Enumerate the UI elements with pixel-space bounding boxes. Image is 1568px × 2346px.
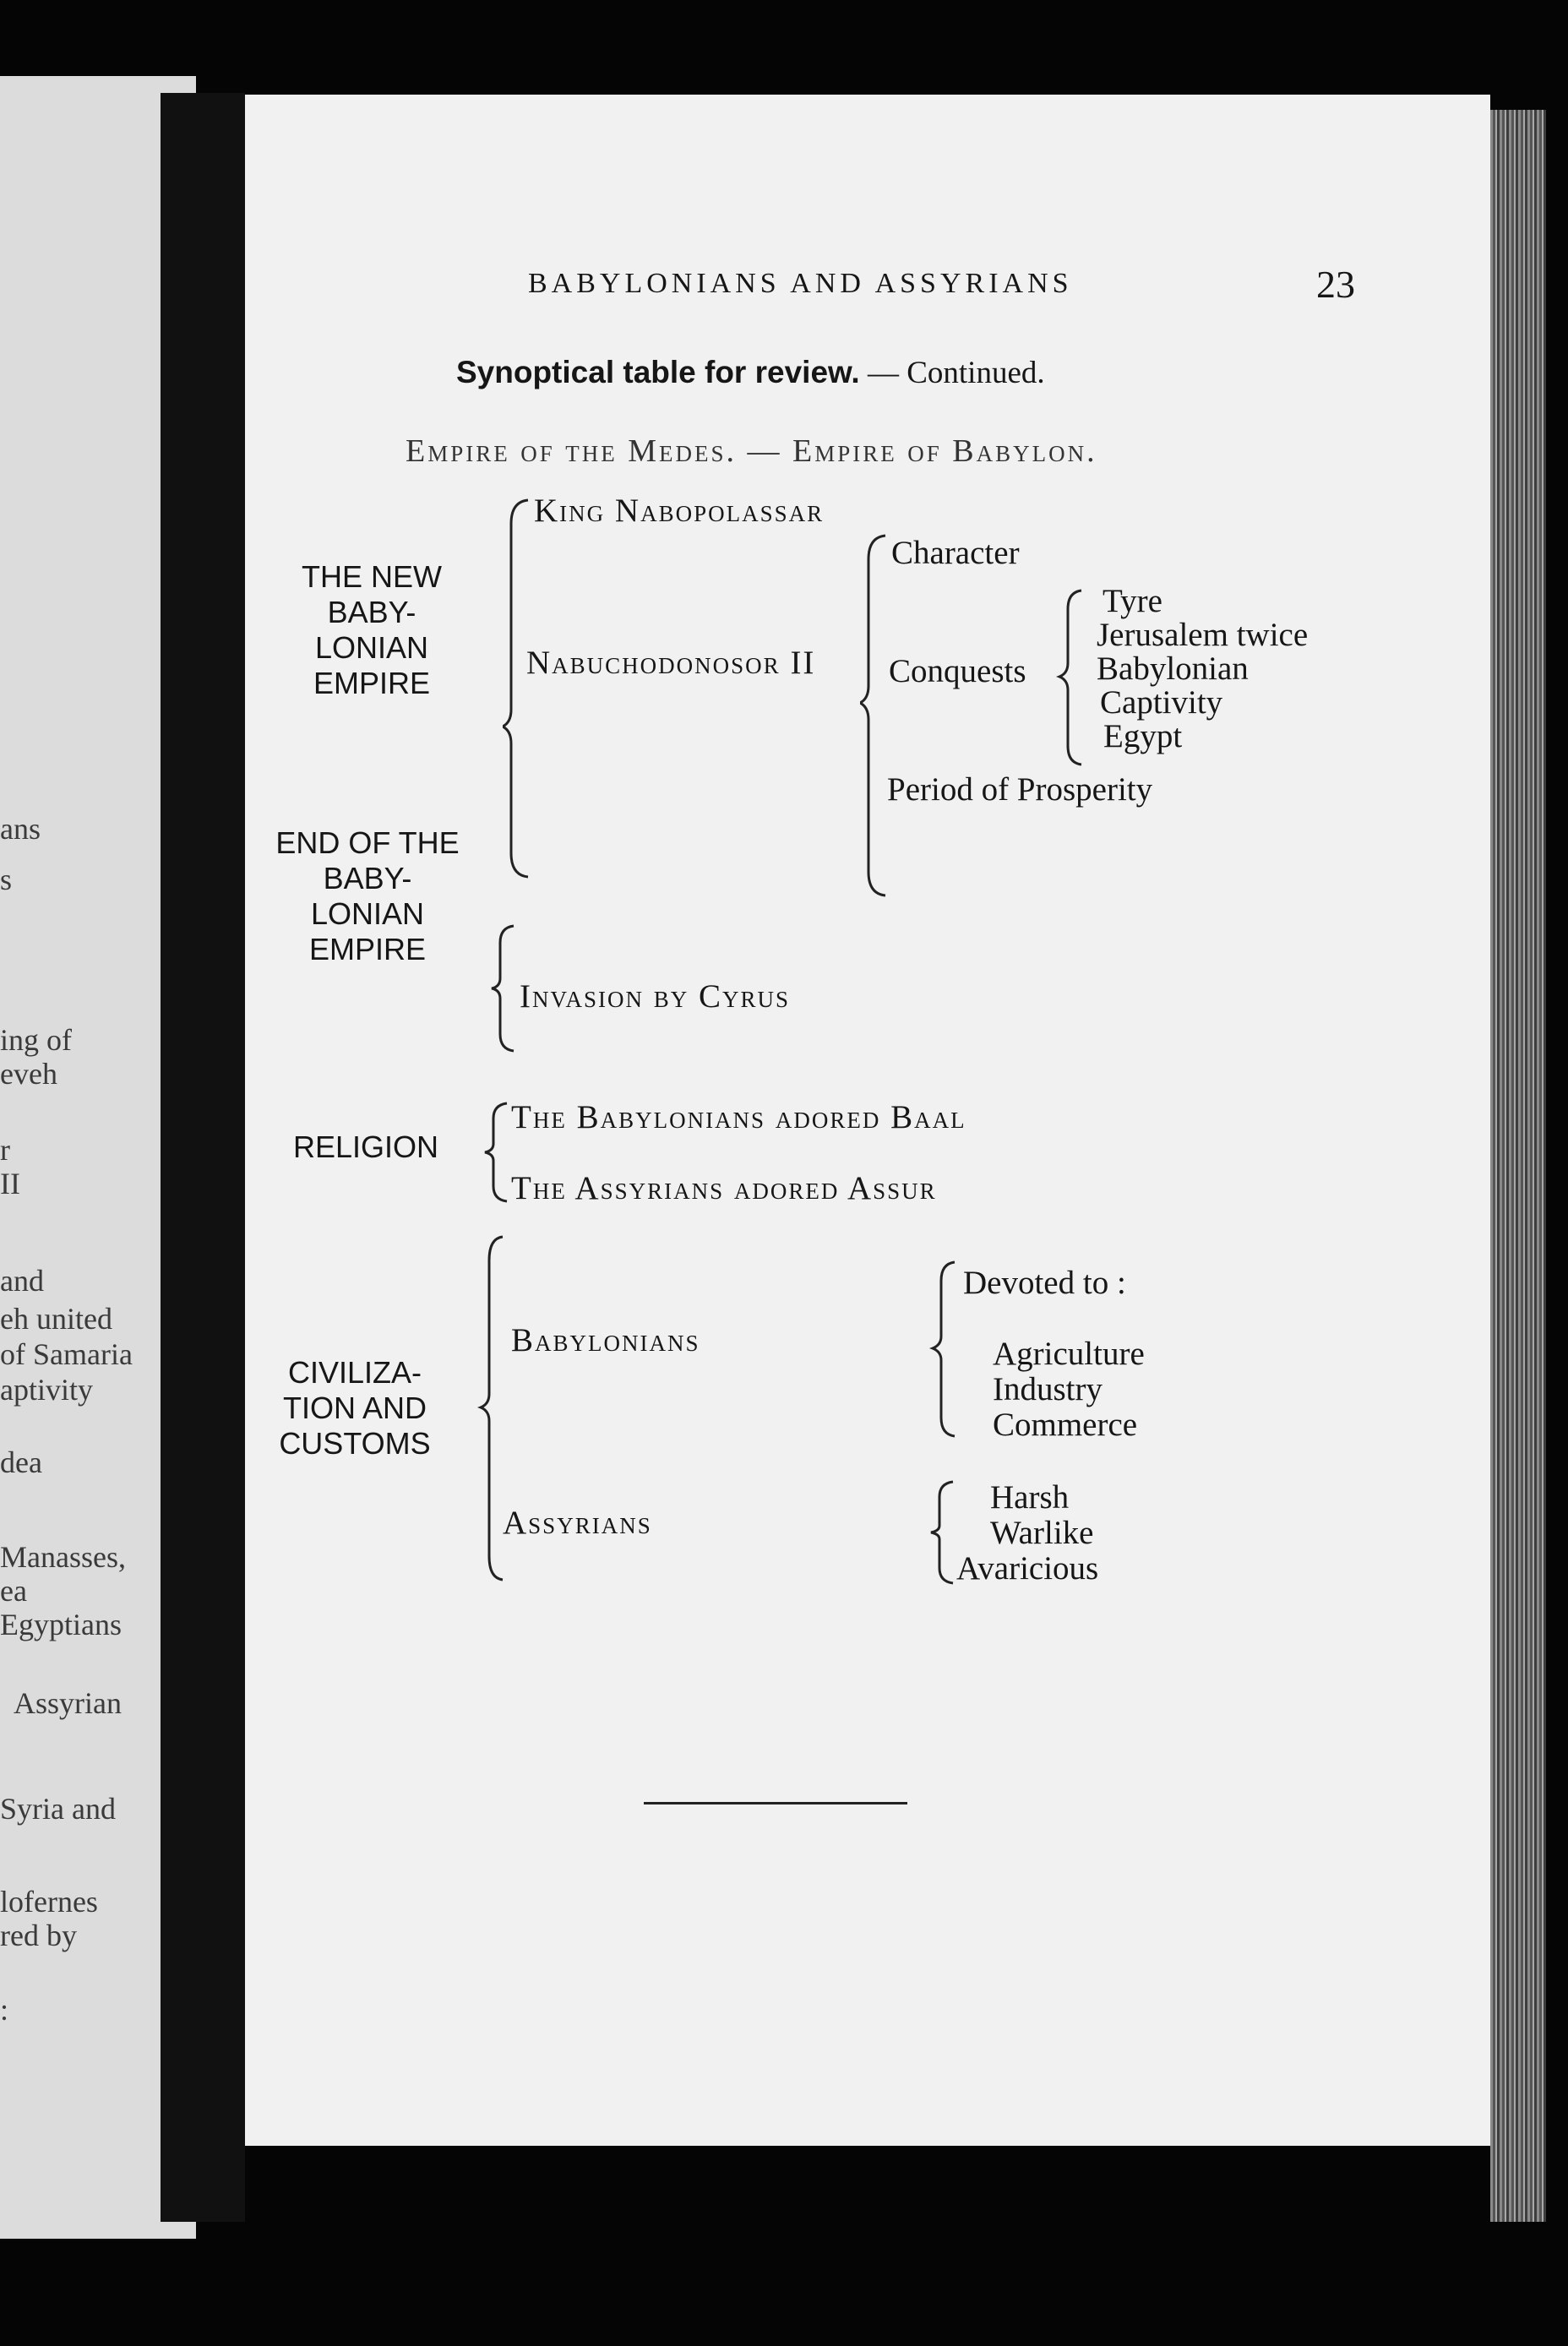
- left-fragment: of Samaria: [0, 1337, 133, 1371]
- left-fragment: s: [0, 863, 13, 896]
- brace: [1056, 589, 1090, 766]
- heading-line: END OF THE: [275, 825, 460, 860]
- devoted-agriculture: Agriculture: [993, 1336, 1145, 1372]
- heading-line: THE NEW: [302, 559, 442, 594]
- left-fragment: and: [0, 1264, 44, 1298]
- conquest-egypt: Egypt: [1103, 718, 1183, 754]
- left-fragment: eveh: [0, 1057, 57, 1091]
- conquest-captivity: Captivity: [1100, 684, 1223, 721]
- left-fragment: ea: [0, 1574, 27, 1608]
- brace: [488, 924, 522, 1053]
- conquests: Conquests: [889, 653, 1026, 689]
- character: Character: [891, 535, 1020, 571]
- invasion-by-cyrus: Invasion by Cyrus: [520, 978, 791, 1015]
- heading-civilization-customs: [245, 1355, 465, 1461]
- left-fragment: Egyptians: [0, 1608, 122, 1641]
- heading-line: BABY-: [327, 595, 416, 629]
- devoted-to: Devoted to :: [963, 1265, 1126, 1301]
- trait-harsh: Harsh: [990, 1479, 1070, 1516]
- heading-line: CUSTOMS: [279, 1426, 431, 1461]
- subtitle: Empire of the Medes. — Empire of Babylon.: [406, 433, 1097, 469]
- page-number: 23: [1316, 263, 1355, 306]
- devoted-commerce: Commerce: [993, 1407, 1138, 1443]
- heading-line: TION AND: [282, 1391, 427, 1425]
- brace: [929, 1260, 963, 1438]
- heading-religion: RELIGION: [292, 1129, 439, 1164]
- left-fragment: red by: [0, 1919, 77, 1952]
- trait-warlike: Warlike: [990, 1515, 1094, 1551]
- table-title: [456, 355, 1045, 391]
- heading-end-babylonian-empire: [245, 825, 490, 967]
- brace: [482, 1102, 515, 1203]
- civilization-babylonians: Babylonians: [511, 1322, 700, 1358]
- king-nabopolassar: King Nabopolassar: [534, 493, 825, 529]
- left-fragment: aptivity: [0, 1373, 93, 1407]
- religion-assyrians-assur: The Assyrians adored Assur: [511, 1170, 937, 1206]
- devoted-industry: Industry: [993, 1371, 1102, 1407]
- heading-line: LONIAN: [314, 630, 429, 665]
- left-fragment: lofernes: [0, 1885, 98, 1919]
- conquest-jerusalem: Jerusalem twice: [1097, 617, 1309, 653]
- left-fragment: II: [0, 1167, 20, 1200]
- heading-line: BABY-: [323, 861, 412, 895]
- conquest-tyre: Tyre: [1102, 583, 1162, 619]
- left-fragment: Syria and: [0, 1792, 116, 1826]
- left-fragment: eh united: [0, 1302, 112, 1336]
- book-gutter: [161, 93, 245, 2222]
- trait-avaricious: Avaricious: [956, 1550, 1099, 1587]
- brace: [503, 498, 536, 879]
- heading-line: EMPIRE: [313, 666, 431, 700]
- running-header: BABYLONIANS AND ASSYRIANS: [528, 268, 1073, 299]
- left-fragment: :: [0, 1993, 9, 2027]
- heading-new-babylonian-empire: [279, 559, 465, 701]
- civilization-assyrians: Assyrians: [503, 1505, 652, 1541]
- brace: [860, 534, 894, 897]
- heading-line: CIVILIZA-: [287, 1355, 422, 1390]
- conquest-babylonian: Babylonian: [1097, 650, 1249, 687]
- left-fragment: r: [0, 1133, 10, 1167]
- heading-line: LONIAN: [310, 896, 425, 931]
- left-fragment: ing of: [0, 1023, 72, 1057]
- table-title-bold: Synoptical table for review.: [456, 355, 860, 389]
- left-fragment: Manasses,: [0, 1540, 126, 1574]
- left-fragment: ans: [0, 812, 41, 846]
- book-page: [245, 95, 1490, 2146]
- religion-babylonians-baal: The Babylonians adored Baal: [511, 1099, 966, 1135]
- table-title-continued: — Continued.: [859, 356, 1045, 390]
- period-of-prosperity: Period of Prosperity: [887, 771, 1153, 808]
- page-edges: [1490, 110, 1546, 2222]
- left-fragment: Assyrian: [14, 1686, 122, 1720]
- nabuchodonosor-ii: Nabuchodonosor II: [526, 645, 816, 681]
- end-rule: [644, 1802, 907, 1804]
- heading-line: EMPIRE: [308, 932, 427, 966]
- left-fragment: dea: [0, 1445, 42, 1479]
